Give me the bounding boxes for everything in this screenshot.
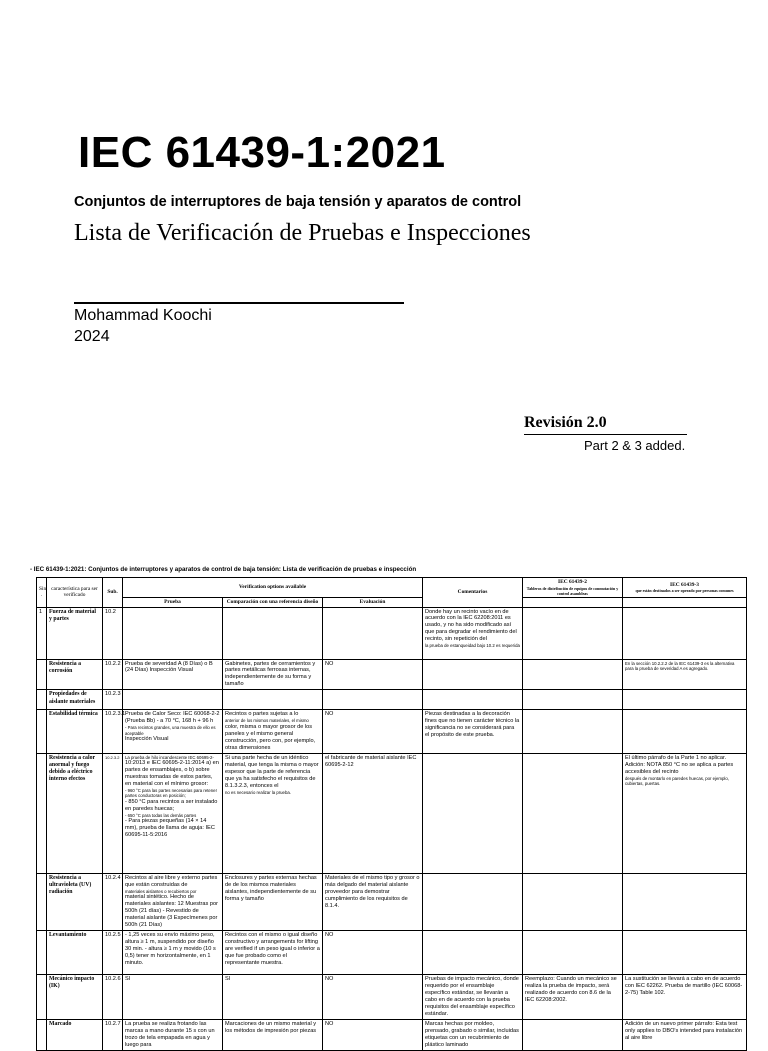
row-prueba: [123, 710, 223, 753]
row-iec2: [523, 659, 623, 690]
row-comparacion: [223, 690, 323, 710]
row-comentarios: Pruebas de impacto mecánico, donde requerido por el ensamblaje específico estándar, se llevarán a cabo en de acuerdo con la prueba requisitos del ensamblaje específico estándar.: [423, 974, 523, 1019]
author-name: Mohammad Koochi: [74, 307, 212, 324]
row-comparacion: Recintos con el mismo o igual diseño constructivo y arrangements for lifting are verified if un peso igual o inferior a que fue probado como el representante muestra.: [223, 930, 323, 974]
row-comentarios: Piezas destinadas a la decoración fines que no tienen carácter técnico la significancia no se considerará para el propósito de este prueba.: [423, 710, 523, 753]
row-iec2: [523, 930, 623, 974]
table-row: [37, 753, 747, 873]
row-evaluacion: [323, 690, 423, 710]
row-iec3-text: El último párrafo de la Parte 1 no aplicar. Adición: NOTA 850 °C no se aplica a partes accesibles del recinto: [625, 754, 734, 775]
row-prueba: - 1,25 veces su envío máximo peso, altura ≥ 1 m, suspendido por diseño 30 min. - altura ≥ 1 m y movido (10 s 0,5) tener m horizontalmente, en 1 minuto.: [123, 930, 223, 974]
row-iec3: [623, 607, 747, 659]
header-iec2: [523, 578, 623, 598]
row-characteristic: Resistencia a corrosión: [47, 659, 103, 690]
row-comentarios: [423, 659, 523, 690]
row-iec3-text: En la sección 10.2.2.2 de la IEC 61439-3 es la alternativa para la prueba de severidad A es agregado.: [625, 660, 735, 671]
row-iec3-small: después de montarlo en paredes huecas, por ejemplo, cubiertas, puertas.: [625, 775, 729, 787]
row-number: [37, 1019, 47, 1050]
header-row-bottom: [37, 597, 747, 607]
row-iec2: [523, 690, 623, 710]
row-number: [37, 753, 47, 873]
row-sub: 10.2.3.1: [103, 710, 123, 753]
row-comentarios: [423, 873, 523, 930]
row-number: [37, 710, 47, 753]
row-iec3: [623, 930, 747, 974]
document-title: Lista de Verificación de Pruebas e Inspecciones: [74, 220, 531, 246]
row-comentarios: [423, 930, 523, 974]
row-sub: 10.2.7: [103, 1019, 123, 1050]
table-row: [37, 659, 747, 690]
revision-label: Revisión 2.0: [524, 414, 607, 431]
row-comparacion-text: Recintos o partes sujetas a lo: [225, 711, 299, 718]
header-sub: Sub.: [103, 578, 123, 608]
row-evaluacion: NO: [323, 659, 423, 690]
row-number: [37, 873, 47, 930]
row-iec3: Adición de un nuevo primer párrafo: Esta test only applies to DBO's intended para instalación al aire libre: [623, 1019, 747, 1050]
header-prueba: Prueba: [123, 597, 223, 607]
row-iec2: Reemplazo: Cuando un mecánico se realiza la prueba de impacto, será realizado de acuerdo con 8.6 de la IEC 62208:2002.: [523, 974, 623, 1019]
row-prueba: SI: [123, 974, 223, 1019]
row-number: [37, 930, 47, 974]
row-iec3: [623, 753, 747, 873]
table-row: [37, 710, 747, 753]
table-row: [37, 690, 747, 710]
row-comentarios: [423, 690, 523, 710]
row-iec2: [523, 873, 623, 930]
table-caption: - IEC 61439-1:2021: Conjuntos de interruptores y aparatos de control de baja tensión: Lista de verificación de pruebas e inspección: [30, 566, 417, 573]
row-prueba: [123, 607, 223, 659]
row-iec2: [523, 710, 623, 753]
row-characteristic: Resistencia a ultravioleta (UV) radiación: [47, 873, 103, 930]
header-sin: Sin .: [37, 578, 47, 608]
row-evaluacion: NO: [323, 930, 423, 974]
row-prueba: [123, 753, 223, 873]
row-sub: 10.2.3: [103, 690, 123, 710]
row-iec3: [623, 873, 747, 930]
row-prueba-small: - Para recintos grandes, una muestra de ello es aceptable: [125, 725, 216, 736]
row-iec2: [523, 753, 623, 873]
row-prueba: [123, 873, 223, 930]
row-sub: 10.2: [103, 607, 123, 659]
header-verification-options: Verification options available: [123, 578, 423, 598]
row-number: [37, 974, 47, 1019]
row-evaluacion: NO: [323, 1019, 423, 1050]
row-comparacion-tail: color, misma o mayor grosor de los paneles y el mismo general construcción, pero con, por ejemplo, otras dimensiones: [225, 723, 316, 751]
row-prueba-tail: material sintético. Hecho de materiales aislantes: 12 Muestras por 500h (21 días) - Revestido de material aislante (3 Especímenes por 500h (21 Días): [125, 894, 218, 928]
row-prueba: Prueba de severidad A (8 Días) o B (24 Días) Inspección Visual: [123, 659, 223, 690]
header-iec3-desc: que están destinados a ser operado por personas comunes: [635, 588, 734, 594]
row-comparacion: Gabinetes, partes de cerramientos y partes metálicas ferrosas internas, independientemente de su forma y tamaño: [223, 659, 323, 690]
table-row: [37, 873, 747, 930]
row-comentarios: [423, 607, 523, 659]
row-comentarios-text: Donde hay un recinto vacío en de acuerdo con la IEC 62208:2011 es usado, y no ha sido modificado así que para degradar el rendimiento del recinto, sin repetición del: [425, 608, 517, 643]
header-row-top: [37, 578, 747, 598]
header-evaluacion: Evaluación: [323, 597, 423, 607]
row-comparacion-small: no es necesario realizar la prueba.: [225, 789, 291, 795]
row-comparacion: SI: [223, 974, 323, 1019]
row-characteristic: Fuerza de material y partes: [47, 607, 103, 659]
row-evaluacion: Materiales de el mismo tipo y grosor o más delgado del material aislante proveedor para demostrar cumplimiento de los requisitos de 8.1.4.: [323, 873, 423, 930]
table-row: [37, 930, 747, 974]
row-prueba-text: Recintos al aire libre y externo partes que están construidas de: [125, 874, 218, 888]
row-sub: 10.2.6: [103, 974, 123, 1019]
row-evaluacion: NO: [323, 710, 423, 753]
row-prueba-text: Prueba de Calor Seco: IEC 60068-2-2 (Prueba Bb) - a 70 °C, 168 h + 96 h: [125, 711, 220, 725]
row-evaluacion: el fabricante de material aislante IEC 60695-2-12: [323, 753, 423, 873]
verification-table: [36, 577, 747, 1051]
row-iec3: [623, 659, 747, 690]
header-comentarios: Comentarios: [423, 578, 523, 608]
row-prueba-tail: - Para piezas pequeñas (14 × 14 mm), prueba de llama de aguja: IEC 60695-11-5:2016: [125, 818, 215, 839]
row-iec3: [623, 710, 747, 753]
header-characteristic: característica para ser verificado: [47, 578, 103, 608]
row-characteristic: Levantamiento: [47, 930, 103, 974]
row-prueba-small: materiales aislantes o recubiertos por: [125, 888, 197, 894]
table-row: [37, 607, 747, 659]
row-comparacion-text: Si una parte hecha de un idéntico material, que tenga la misma o mayor espesor que la parte de referencia que ya ha satisfecho el requisitos de 8.1.3.2.3, entonces el: [225, 754, 319, 789]
row-number: [37, 690, 47, 710]
table-row: [37, 974, 747, 1019]
cover-subtitle: Conjuntos de interruptores de baja tensión y aparatos de control: [74, 194, 522, 210]
header-iec3: [623, 578, 747, 598]
row-iec3: La sustitución se llevará a cabo en de acuerdo con IEC 62262. Prueba de martillo (IEC 60068-2-75) Table 102.: [623, 974, 747, 1019]
row-iec2: [523, 607, 623, 659]
row-sub: 10.2.5: [103, 930, 123, 974]
row-prueba: La prueba se realiza frotando las marcas a mano durante 15 s con un trozo de tela empapada en agua y luego para: [123, 1019, 223, 1050]
row-comparacion: [223, 753, 323, 873]
row-characteristic: Propiedades de aislante materiales: [47, 690, 103, 710]
row-sub: 10.2.2: [103, 659, 123, 690]
row-number: [37, 659, 47, 690]
header-iec3-blank: [623, 597, 747, 607]
row-sub: [103, 753, 123, 873]
signature-line: [74, 302, 404, 304]
row-evaluacion: [323, 607, 423, 659]
row-characteristic: Mecánico impacto (IK): [47, 974, 103, 1019]
row-number: 1: [37, 607, 47, 659]
header-iec2-title: IEC 61439-2: [558, 579, 587, 585]
header-iec2-blank: [523, 597, 623, 607]
row-prueba-tail: Inspección Visual: [125, 736, 169, 743]
row-comparacion: Marcaciones de un mismo material y los métodos de impresión por piezas: [223, 1019, 323, 1050]
row-sub-text: 10.2.3.2: [105, 754, 120, 760]
table-row: [37, 1019, 747, 1050]
row-comentarios: [423, 753, 523, 873]
revision-underline: [524, 434, 687, 435]
row-prueba-text: 10:2013 e IEC 60695-2-11:2014 a) en partes de ensamblajes, o b) sobre muestras tomadas de estos partes, en material con el mínimo grosor:: [125, 760, 219, 788]
row-prueba-mid: - 850 °C para recintos a ser instalado en paredes huecas;: [125, 798, 218, 812]
row-comparacion: [223, 710, 323, 753]
row-iec3: [623, 690, 747, 710]
cover-title: IEC 61439-1:2021: [78, 128, 446, 177]
row-comparacion: [223, 607, 323, 659]
row-prueba: [123, 690, 223, 710]
row-comentarios-small: la prueba de estanqueidad bajo 10.2 es requerida: [425, 643, 520, 649]
publication-year: 2024: [74, 328, 110, 345]
header-comparacion: Comparación con una referencia diseño: [223, 597, 323, 607]
row-comentarios: Marcas hechas por moldeo, prensado, grabado o similar, incluidas etiquetas con un recubrimiento de plástico laminado: [423, 1019, 523, 1050]
row-comparacion: Enclosures y partes externas hechas de de los mismos materiales aislantes, independientemente de su forma y tamaño: [223, 873, 323, 930]
row-prueba-small-3: - 650 °C para todas las demás partes: [125, 812, 197, 818]
revision-note: Part 2 & 3 added.: [584, 438, 686, 453]
row-comparacion-small: anterior de los mismos materiales, el mismo: [225, 718, 309, 724]
row-iec2: [523, 1019, 623, 1050]
row-evaluacion: NO: [323, 974, 423, 1019]
row-characteristic: Marcado: [47, 1019, 103, 1050]
row-sub: 10.2.4: [103, 873, 123, 930]
header-iec2-desc: Tableros de distribución de equipos de conmutación y control asambleas: [526, 585, 619, 596]
row-prueba-small: La prueba de hilo incandescente IEC 60695-2-: [125, 754, 214, 760]
header-iec3-title: IEC 61439-3: [670, 581, 699, 588]
row-characteristic: Resistencia a calor anormal y fuego debido a eléctrico interno efectos: [47, 753, 103, 873]
row-prueba-small-2: - 960 °C para las partes necesarias para retener partes conductoras en posición;: [125, 788, 218, 799]
row-characteristic: Estabilidad térmica: [47, 710, 103, 753]
